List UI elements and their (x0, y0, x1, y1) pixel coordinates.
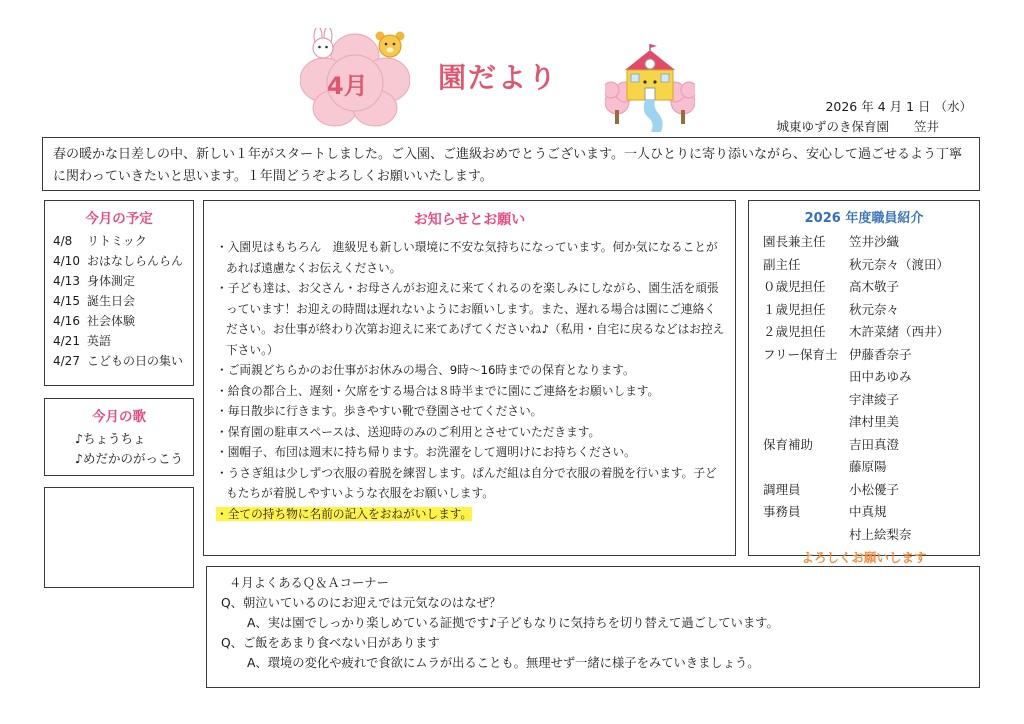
staff-row (759, 479, 969, 502)
rabbit-icon (313, 28, 333, 58)
intro-message: 春の暖かな日差しの中、新しい１年がスタートしました。ご入園、ご進級おめでとうございます。一人ひとりに寄り添いながら、安心して過ごせるよう丁寧に関わっていきたいと思います。１年間どうぞよろしくお願いいたします。 (42, 137, 980, 191)
schedule-item (53, 311, 185, 331)
notice-item: ・ご両親どちらかのお仕事がお休みの場合、9時～16時までの保育となります。 (216, 363, 635, 377)
staff-role (759, 366, 849, 389)
staff-row (759, 299, 969, 322)
schedule-event: リトミック (87, 234, 147, 248)
staff-heading: 2026 年度職員紹介 (804, 211, 924, 226)
schedule-event: こどもの日の集い (87, 354, 184, 368)
staff-name: 高木敬子 (849, 279, 900, 294)
schedule-item (53, 231, 185, 251)
qa-answer: A、実は園でしっかり楽しめている証拠です♪子どもなりに気持ちを切り替えて過ごしています。 (247, 616, 779, 630)
song-item: ♪めだかのがっこう (75, 451, 183, 466)
staff-role (759, 456, 849, 479)
staff-name: 秋元奈々（渡田） (849, 256, 950, 272)
school-building-icon (605, 42, 695, 132)
staff-row (759, 254, 969, 277)
staff-role: 事務員 (763, 504, 801, 519)
staff-row (759, 344, 969, 367)
school-name: 城東ゆずのき保育園 笠井 (776, 119, 939, 134)
schedule-event: 誕生日会 (87, 294, 136, 308)
qa-question: Q、朝泣いているのにお迎えでは元気なのはなぜ？ (221, 596, 502, 610)
staff-role (759, 524, 849, 547)
staff-name: 吉田真澄 (849, 436, 900, 452)
qa-title: ４月よくあるＱ＆Ａコーナー (229, 576, 389, 590)
notice-panel (203, 200, 736, 556)
staff-name: 伊藤香奈子 (849, 346, 912, 362)
schedule-item (53, 251, 185, 271)
highlight-text: ・全ての持ち物に名前の記入をおねがいします。 (216, 506, 473, 521)
schedule-heading: 今月の予定 (85, 211, 153, 227)
month-label: 4月 (327, 72, 368, 100)
schedule-date: 4/10 (53, 254, 80, 268)
staff-role: 調理員 (763, 481, 801, 497)
staff-role: １歳児担任 (763, 301, 826, 317)
page-title: 園だより (438, 61, 559, 94)
staff-name: 中真規 (849, 504, 887, 519)
schedule-item (53, 351, 185, 371)
staff-name: 藤原陽 (849, 459, 887, 474)
staff-name: 笠井沙織 (849, 234, 900, 249)
song-item: ♪ちょうちょ (75, 431, 146, 446)
schedule-event: 英語 (87, 334, 112, 348)
schedule-date: 4/13 (53, 274, 80, 288)
schedule-date: 4/21 (53, 334, 80, 348)
notice-item: ・毎日散歩に行きます。歩きやすい靴で登園させてください。 (216, 404, 543, 418)
staff-row (759, 366, 969, 389)
notice-item: ・園帽子、布団は週末に持ち帰ります。お洗濯をして週明けにお持ちください。 (216, 445, 636, 459)
qa-answer: A、環境の変化や疲れで食欲にムラが出ることも。無理せず一緒に様子をみていきましょう。 (247, 656, 760, 670)
staff-row (759, 501, 969, 524)
staff-row (759, 389, 969, 412)
notice-heading: お知らせとお願い (413, 212, 526, 228)
staff-role: 保育補助 (763, 436, 814, 452)
staff-row (759, 411, 969, 434)
schedule-event: 身体測定 (87, 274, 136, 288)
staff-role: フリー保育士 (763, 346, 838, 362)
blank-panel (44, 487, 194, 588)
staff-role (759, 411, 849, 434)
schedule-date: 4/16 (53, 314, 80, 328)
qa-question: Q、ご飯をあまり食べない日があります (221, 636, 440, 650)
staff-row (759, 231, 969, 254)
bear-icon (376, 32, 405, 58)
qa-panel (206, 566, 980, 688)
staff-row (759, 321, 969, 344)
staff-role (759, 389, 849, 412)
staff-row (759, 456, 969, 479)
schedule-date: 4/15 (53, 294, 80, 308)
schedule-item (53, 291, 185, 311)
notice-item: ・うさぎ組は少しずつ衣服の着脱を練習します。ぱんだ組は自分で衣服の着脱を行います。子どもたちが着脱しやすいような衣服をお願いします。 (216, 465, 717, 500)
notice-item: ・入園児はもちろん 進級児も新しい環境に不安な気持ちになっています。何か気になることがあれば遠慮なくお伝えください。 (216, 240, 718, 275)
schedule-event: おはなしらんらん (87, 254, 184, 268)
staff-role: 園長兼主任 (763, 234, 826, 249)
staff-row (759, 276, 969, 299)
staff-row (759, 434, 969, 457)
schedule-date: 4/27 (53, 354, 80, 368)
staff-name: 田中あゆみ (849, 369, 912, 384)
schedule-item (53, 331, 185, 351)
staff-panel (748, 200, 980, 565)
staff-role: ２歳児担任 (763, 324, 826, 339)
staff-name: 木許菜緒（西井） (849, 324, 950, 339)
staff-name: 小松優子 (849, 481, 900, 497)
staff-name: 秋元奈々 (849, 301, 900, 317)
notice-item: ・保育園の駐車スペースは、送迎時のみのご利用とさせていただきます。 (216, 424, 601, 439)
songs-heading: 今月の歌 (92, 409, 146, 425)
songs-panel (44, 398, 194, 476)
staff-role: ０歳児担任 (763, 279, 826, 294)
notice-highlight (214, 504, 725, 525)
staff-row (759, 524, 969, 547)
notice-item: ・子ども達は、お父さん・お母さんがお迎えに来てくれるのを楽しみにしながら、園生活を頑張っています！お迎えの時間は遅れないようにお願いします。また、遅れる場合は園にご連絡ください。お仕事が終わり次第お迎えに来てあげてくださいね♪（私用・自宅に戻るなどはお控え下さい。） (216, 281, 725, 357)
schedule-event: 社会体験 (87, 314, 136, 328)
staff-name: 村上絵梨奈 (849, 526, 912, 542)
schedule-item (53, 271, 185, 291)
schedule-date: 4/8 (53, 234, 73, 248)
staff-name: 宇津綾子 (849, 391, 900, 407)
issue-date: 2026 年 4 月 1 日 （水） (825, 99, 972, 114)
staff-name: 津村里美 (849, 414, 900, 429)
schedule-panel (44, 200, 194, 386)
staff-closing: よろしくお願いします (801, 550, 927, 565)
notice-item: ・給食の都合上、遅刻・欠席をする場合は８時半までに園にご連絡をお願いします。 (216, 383, 660, 398)
staff-role: 副主任 (763, 256, 801, 272)
